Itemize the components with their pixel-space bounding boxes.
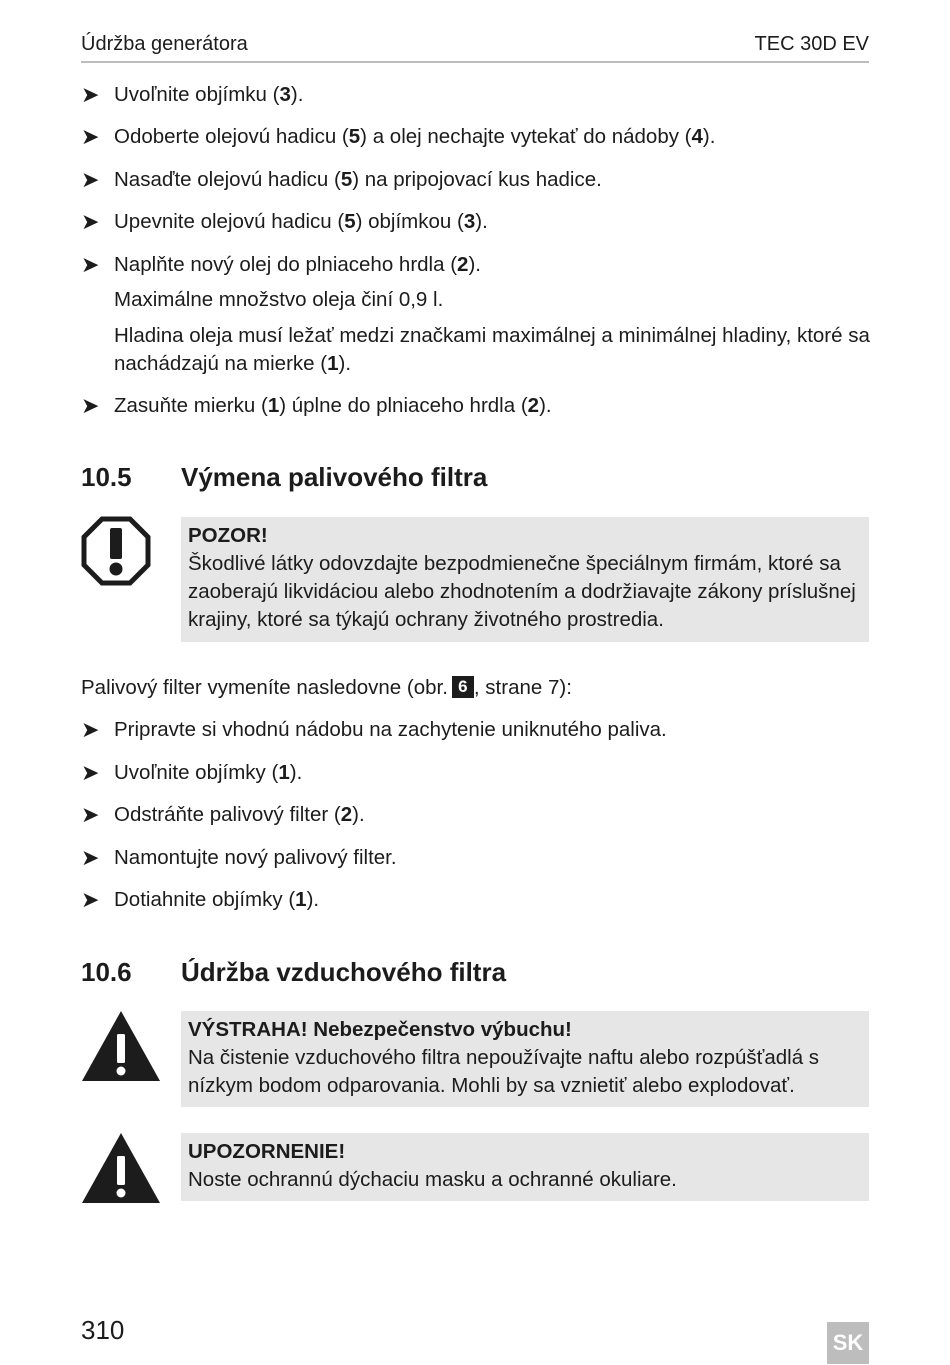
arrow-bullet-icon: ➤ [81, 845, 100, 870]
section-title: Údržba vzduchového filtra [181, 957, 507, 987]
page-header [81, 31, 869, 63]
arrow-bullet-icon: ➤ [81, 209, 100, 234]
warning-triangle-icon [81, 1010, 161, 1082]
warning-triangle-icon [81, 1132, 161, 1204]
arrow-bullet-icon: ➤ [81, 167, 100, 192]
warning-notice [181, 1133, 869, 1201]
section-title: Výmena palivového filtra [181, 462, 488, 492]
oil-level-note: Hladina oleja musí ležať medzi značkami maximálnej a minimálnej hladiny, ktoré sa nachádzajú na mierke (1). [114, 324, 870, 375]
figure-reference-badge: 6 [452, 676, 474, 698]
arrow-bullet-icon: ➤ [81, 82, 100, 107]
caution-notice [181, 517, 869, 642]
arrow-bullet-icon: ➤ [81, 717, 100, 742]
fuel-filter-intro: Palivový filter vymeníte nasledovne (obr. 6 , strane 7): [81, 676, 572, 699]
header-model: TEC 30D EV [754, 33, 869, 55]
header-chapter: Údržba generátora [81, 33, 248, 55]
section-number: 10.6 [81, 957, 132, 987]
notice-title: UPOZORNENIE! [188, 1140, 346, 1163]
arrow-bullet-icon: ➤ [81, 887, 100, 912]
danger-notice [181, 1011, 869, 1107]
notice-title: VÝSTRAHA! Nebezpečenstvo výbuchu! [188, 1018, 572, 1041]
notice-body: Noste ochrannú dýchaciu masku a ochranné okuliare. [188, 1168, 677, 1191]
section-number: 10.5 [81, 462, 132, 492]
arrow-bullet-icon: ➤ [81, 760, 100, 785]
notice-body: Na čistenie vzduchového filtra nepoužívajte naftu alebo rozpúšťadlá s nízkym bodom odparovania. Mohli by sa vznietiť alebo explodovať. [188, 1046, 820, 1097]
arrow-bullet-icon: ➤ [81, 802, 100, 827]
notice-body: Škodlivé látky odovzdajte bezpodmienečne špeciálnym firmám, ktoré sa zaoberajú likvidáciou alebo zhodnotením a dodržiavajte zákony príslušnej krajiny, ktoré sa týkajú ochrany životného prostredia. [188, 552, 856, 631]
arrow-bullet-icon: ➤ [81, 124, 100, 149]
notice-title: POZOR! [188, 524, 268, 547]
max-oil-note: Maximálne množstvo oleja činí 0,9 l. [114, 288, 444, 311]
language-badge: SK [827, 1322, 869, 1364]
page-number: 310 [81, 1315, 125, 1345]
arrow-bullet-icon: ➤ [81, 393, 100, 418]
octagon-exclamation-icon [81, 516, 151, 586]
arrow-bullet-icon: ➤ [81, 252, 100, 277]
